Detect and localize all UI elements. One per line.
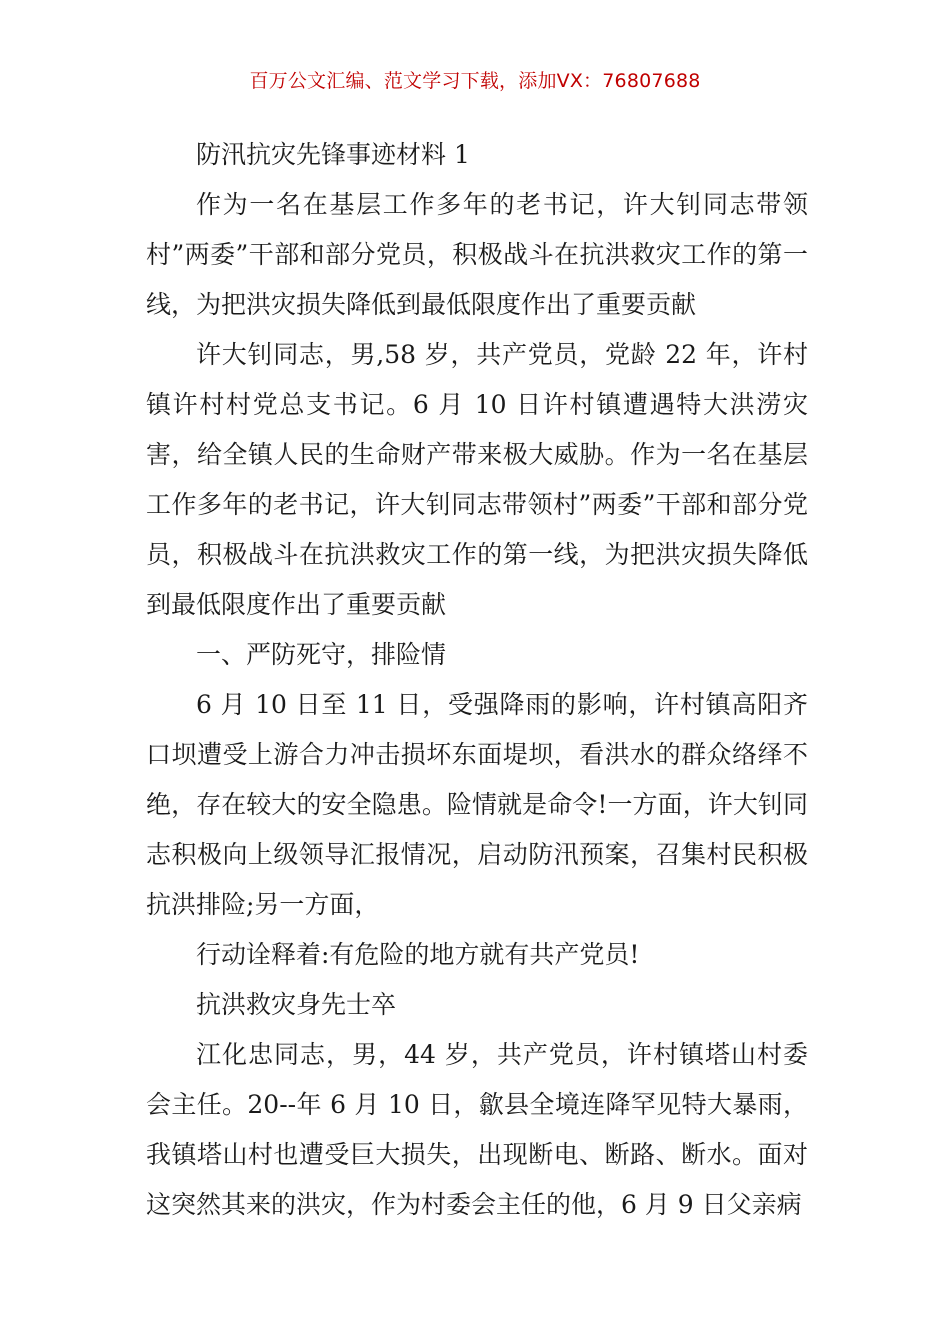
paragraph-action-statement: 行动诠释着:有危险的地方就有共产党员! (196, 940, 640, 969)
document-body (146, 130, 808, 1230)
section-heading-1: 一、严防死守，排险情 (196, 640, 447, 669)
paragraph-flood-response: 6 月 10 日至 11 日，受强降雨的影响，许村镇高阳齐口坝遭受上游合力冲击损坏东面堤坝，看洪水的群众络绎不绝，存在较大的安全隐患。险情就是命令!一方面，许大钊同志积极向上级领导汇报情况，启动防汛预案，召集村民积极抗洪排险;另一方面， (146, 690, 808, 919)
paragraph-profile-xu: 许大钊同志，男,58 岁，共产党员，党龄 22 年，许村镇许村村党总支书记。6 月 10 日许村镇遭遇特大洪涝灾害，给全镇人民的生命财产带来极大威胁。作为一名在基层工作多年的老书记，许大钊同志带领村”两委”干部和部分党员，积极战斗在抗洪救灾工作的第一线，为把洪灾损失降低到最低限度作出了重要贡献 (146, 340, 808, 619)
section-heading-2: 抗洪救灾身先士卒 (196, 990, 397, 1019)
document-title: 防汛抗灾先锋事迹材料 1 (196, 140, 470, 169)
paragraph-profile-jiang: 江化忠同志，男，44 岁，共产党员，许村镇塔山村委会主任。20--年 6 月 10 日，歙县全境连降罕见特大暴雨，我镇塔山村也遭受巨大损失，出现断电、断路、断水。面对这突然其来的洪灾，作为村委会主任的他，6 月 9 日父亲病 (146, 1040, 808, 1219)
paragraph-intro: 作为一名在基层工作多年的老书记，许大钊同志带领村”两委”干部和部分党员，积极战斗在抗洪救灾工作的第一线，为把洪灾损失降低到最低限度作出了重要贡献 (146, 190, 808, 319)
header-banner: 百万公文汇编、范文学习下载，添加VX：76807688 (249, 70, 701, 92)
